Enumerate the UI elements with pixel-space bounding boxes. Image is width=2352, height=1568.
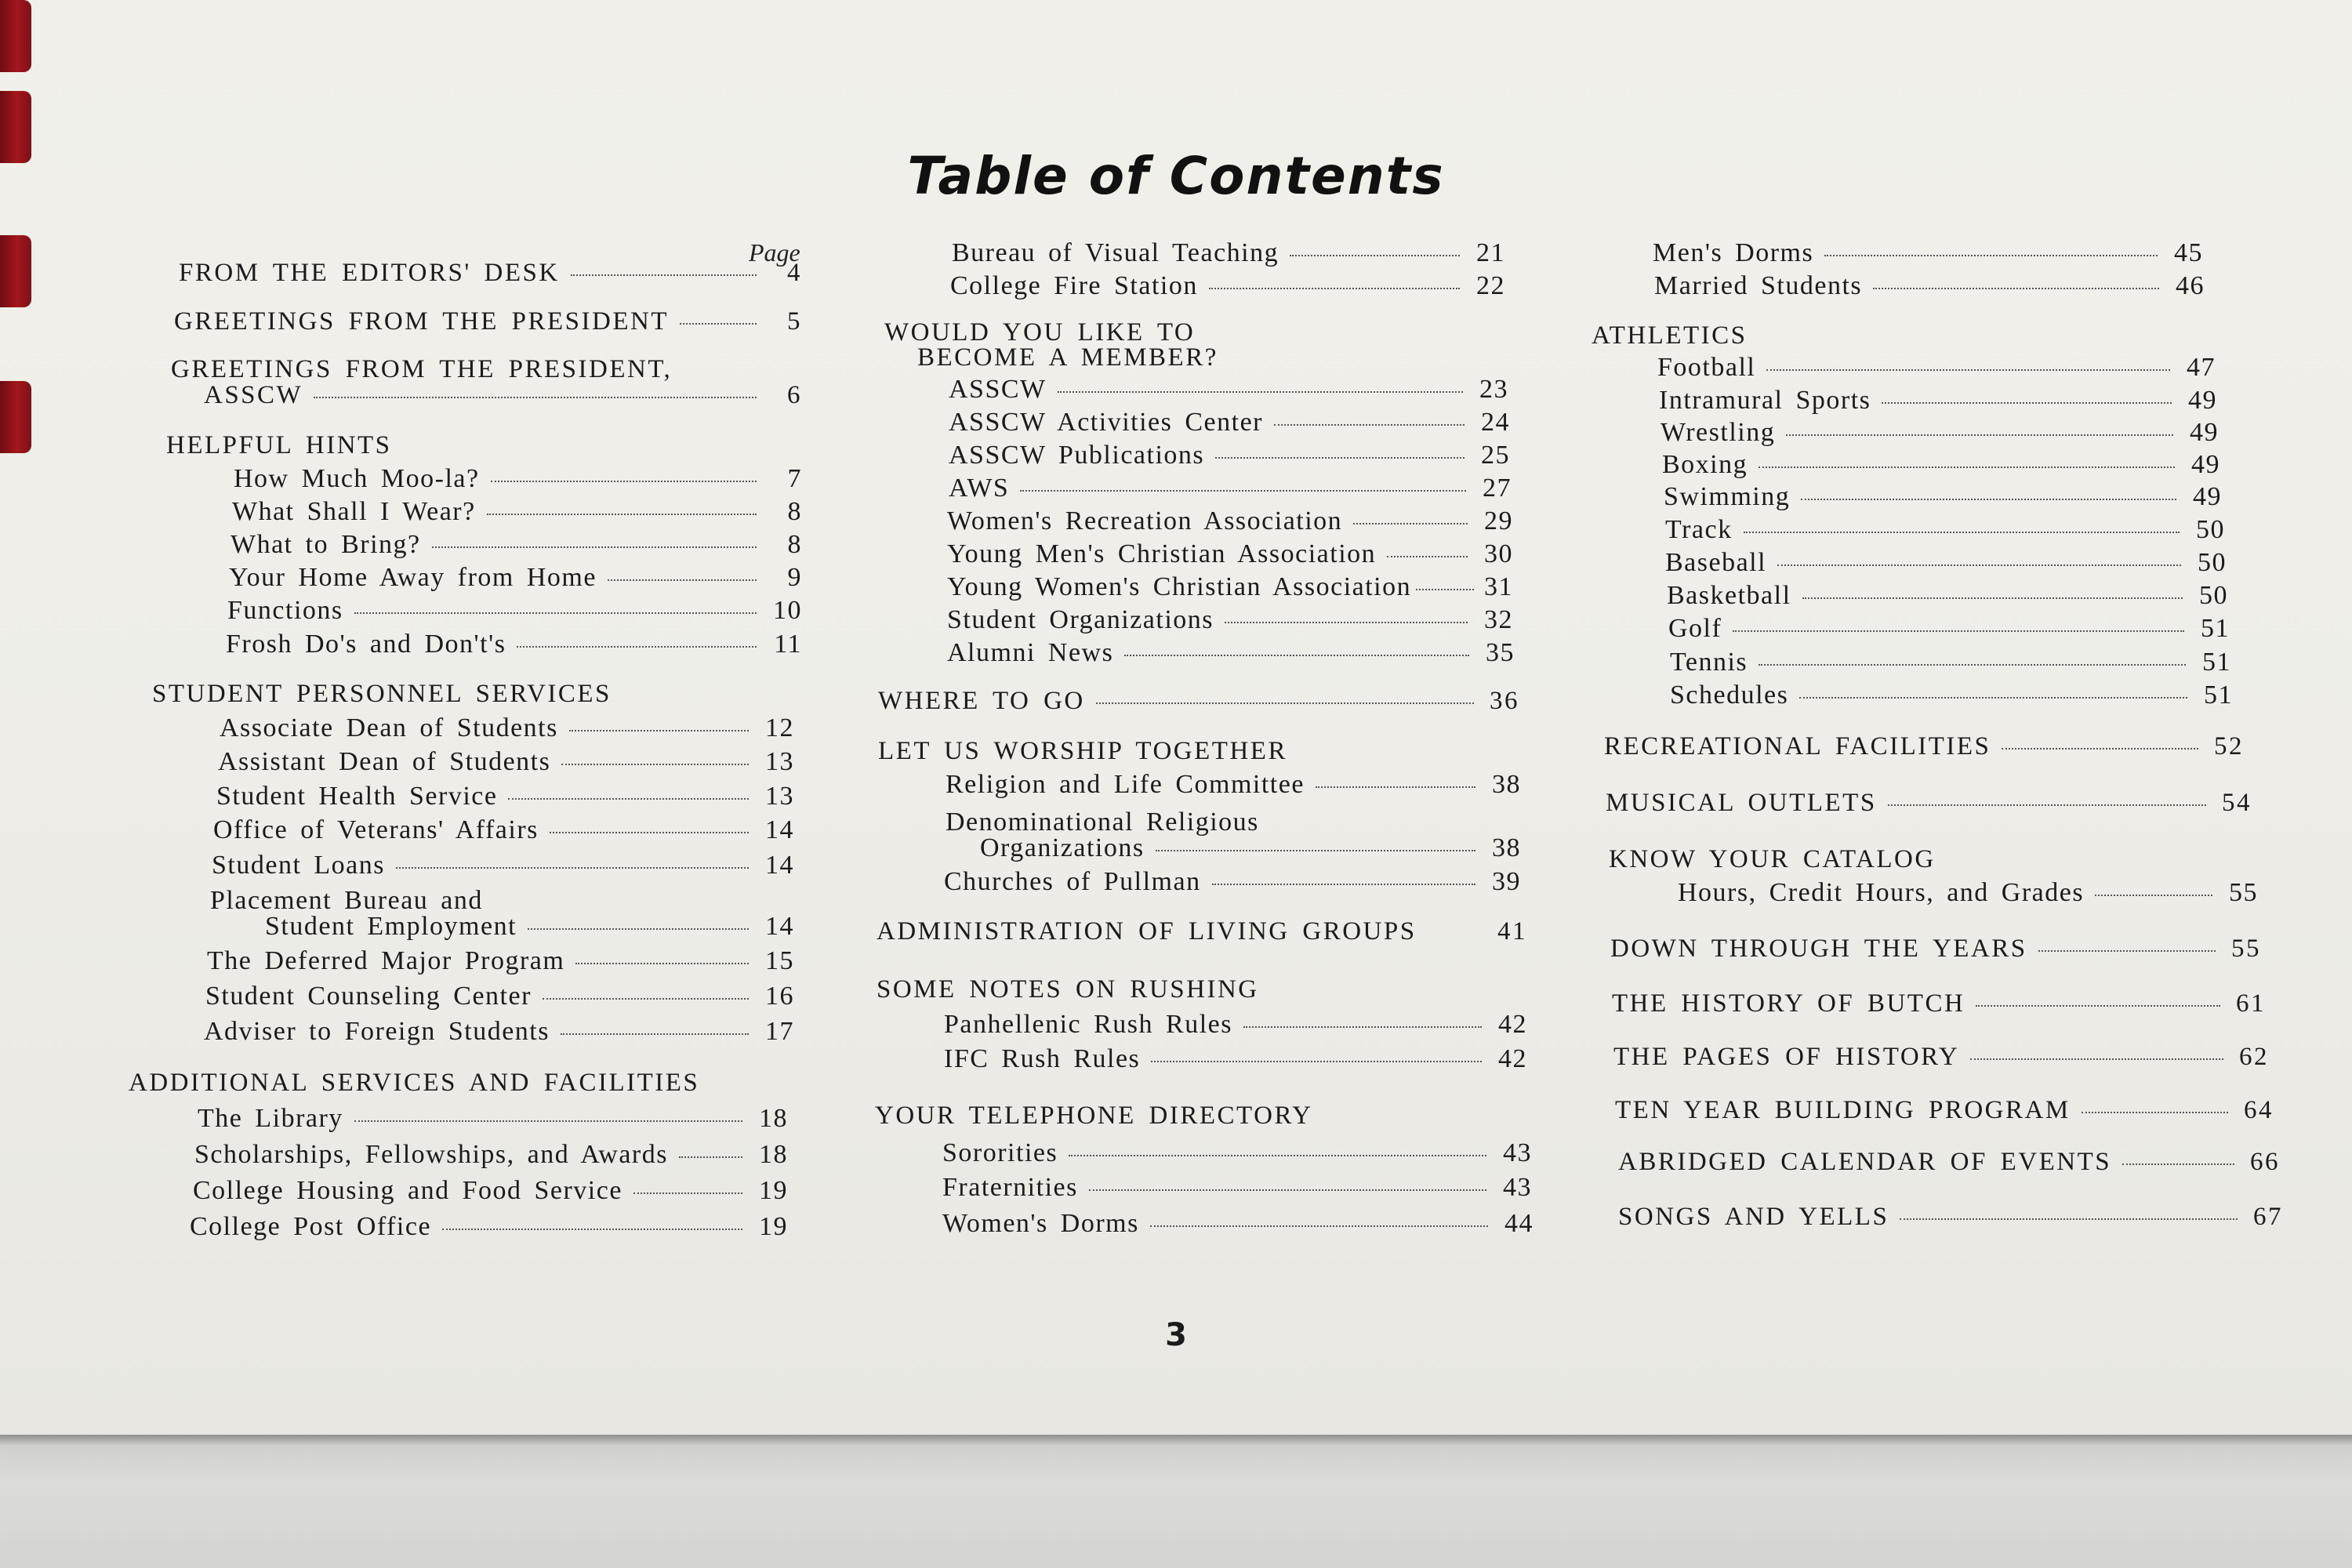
dot-leader [1766, 368, 2170, 371]
toc-entry-page: 50 [2199, 581, 2228, 610]
toc-entry-denominational[interactable] [980, 833, 1521, 868]
toc-entry-page: 18 [759, 1140, 788, 1169]
toc-entry-recreational[interactable] [1604, 732, 2244, 767]
toc-entry-label: Women's Dorms [942, 1209, 1139, 1238]
toc-entry-page: 45 [2174, 238, 2203, 267]
toc-entry-page: 8 [787, 530, 802, 559]
toc-entry-editors-desk[interactable] [179, 259, 802, 293]
toc-entry-health[interactable] [216, 782, 794, 816]
dot-leader [1096, 702, 1474, 704]
toc-entry-wrestling[interactable] [1661, 418, 2219, 452]
toc-entry-scholarships[interactable] [194, 1140, 788, 1174]
toc-entry-label: ASSCW [949, 375, 1047, 404]
toc-entry-page: 42 [1498, 1010, 1527, 1039]
dot-leader [543, 997, 749, 1000]
toc-entry-organizations[interactable] [947, 605, 1513, 640]
dot-leader [1316, 786, 1475, 788]
toc-heading-member: WOULD YOU LIKE TO [884, 318, 1196, 347]
dot-leader [1416, 588, 1474, 590]
toc-entry-alumni[interactable] [947, 638, 1515, 673]
toc-entry-label: Panhellenic Rush Rules [944, 1010, 1232, 1039]
toc-entry-page: 11 [774, 630, 802, 659]
toc-entry-page: 39 [1492, 867, 1521, 896]
toc-entry-post-office[interactable] [190, 1212, 788, 1247]
toc-entry-page: 7 [787, 464, 802, 493]
toc-entry-label: THE PAGES OF HISTORY [1613, 1043, 1960, 1071]
toc-entry-page: 51 [2201, 614, 2230, 643]
dot-leader [1888, 804, 2206, 806]
toc-entry-page: 55 [2231, 935, 2261, 963]
toc-entry-label: Office of Veterans' Affairs [213, 815, 539, 844]
toc-entry-label: Football [1657, 353, 1756, 382]
dot-leader [1290, 254, 1460, 256]
toc-entry-page: 54 [2222, 789, 2252, 817]
dot-leader [517, 645, 757, 648]
toc-entry-label: ABRIDGED CALENDAR OF EVENTS [1618, 1148, 2112, 1176]
page-underneath [0, 1435, 2352, 1568]
toc-entry-churches[interactable] [944, 867, 1521, 902]
dot-leader [2038, 949, 2216, 952]
toc-entry-fraternities[interactable] [942, 1173, 1532, 1207]
dot-leader [1156, 849, 1475, 851]
dot-leader [1801, 498, 2176, 500]
toc-entry-football[interactable] [1657, 353, 2216, 387]
toc-entry-swimming[interactable] [1664, 482, 2222, 517]
dot-leader [1124, 654, 1469, 656]
dot-leader [2122, 1163, 2234, 1165]
toc-entry-label: Organizations [980, 833, 1145, 862]
toc-entry-schedules[interactable] [1670, 681, 2233, 715]
toc-entry-track[interactable] [1665, 515, 2225, 550]
toc-entry-label: Boxing [1662, 450, 1748, 479]
toc-entry-page: 43 [1503, 1173, 1532, 1202]
toc-entry-page: 32 [1484, 605, 1513, 634]
toc-entry-label: Student Counseling Center [205, 982, 532, 1011]
toc-entry-label: TEN YEAR BUILDING PROGRAM [1615, 1096, 2071, 1124]
toc-entry-page: 43 [1503, 1138, 1532, 1167]
toc-entry-activities-center[interactable] [949, 408, 1510, 442]
toc-entry-label: ASSCW [204, 381, 303, 409]
toc-entry-label: Basketball [1667, 581, 1791, 610]
toc-entry-library[interactable] [198, 1104, 788, 1138]
dot-leader [487, 513, 757, 515]
toc-entry-label: What Shall I Wear? [232, 497, 476, 526]
dot-leader [1786, 434, 2173, 436]
dot-leader [1243, 1025, 1482, 1028]
toc-entry-sororities[interactable] [942, 1138, 1532, 1173]
dot-leader [571, 274, 757, 276]
toc-heading-catalog: KNOW YOUR CATALOG [1609, 845, 1936, 873]
toc-entry-label: FROM THE EDITORS' DESK [179, 259, 560, 287]
toc-entry-label: Alumni News [947, 638, 1114, 667]
toc-entry-page: 62 [2239, 1043, 2269, 1071]
toc-entry-label: IFC Rush Rules [944, 1044, 1141, 1073]
dot-leader [550, 831, 749, 833]
toc-entry-page: 38 [1492, 833, 1521, 862]
toc-heading-placement[interactable]: Placement Bureau and [210, 886, 483, 915]
toc-entry-page: 14 [765, 912, 794, 941]
toc-entry-butch[interactable] [1612, 989, 2266, 1024]
toc-entry-building[interactable] [1615, 1096, 2274, 1131]
dot-leader [633, 1192, 742, 1194]
toc-entry-panhellenic[interactable] [944, 1010, 1527, 1044]
toc-entry-label: ASSCW Publications [949, 441, 1205, 470]
toc-entry-wra[interactable] [947, 506, 1513, 541]
toc-entry-label: Adviser to Foreign Students [204, 1017, 550, 1046]
dot-leader [1777, 564, 2181, 566]
toc-entry-deferred[interactable] [207, 946, 794, 981]
toc-entry-page: 21 [1476, 238, 1505, 267]
toc-entry-page: 5 [787, 307, 802, 336]
dot-leader [354, 612, 757, 614]
toc-entry-living-groups[interactable] [877, 917, 1527, 952]
toc-entry-page: 50 [2196, 515, 2225, 544]
toc-entry-label: MUSICAL OUTLETS [1606, 789, 1877, 817]
toc-entry-label: Fraternities [942, 1173, 1078, 1202]
toc-entry-asscw[interactable] [949, 375, 1508, 409]
dot-leader [1759, 663, 2186, 666]
page-column-header: Page [749, 238, 800, 267]
toc-entry-womens-dorms[interactable] [942, 1209, 1534, 1243]
dot-leader [1420, 934, 1490, 935]
toc-entry-label: College Post Office [190, 1212, 432, 1241]
toc-entry-label: College Housing and Food Service [193, 1176, 622, 1205]
toc-heading-member-2: BECOME A MEMBER? [917, 343, 1218, 372]
toc-entry-functions[interactable] [227, 596, 802, 630]
toc-entry-label: Tennis [1670, 648, 1748, 677]
toc-entry-label: Student Loans [212, 851, 385, 880]
toc-entry-page: 16 [765, 982, 794, 1011]
toc-entry-home-away[interactable] [229, 563, 802, 597]
toc-entry-ymca[interactable] [947, 539, 1513, 574]
toc-entry-page: 41 [1497, 917, 1527, 946]
toc-entry-label: ASSCW Activities Center [949, 408, 1263, 437]
toc-entry-label: College Fire Station [950, 271, 1198, 300]
dot-leader [396, 866, 749, 869]
toc-entry-page: 12 [765, 713, 794, 742]
toc-entry-label: Associate Dean of Students [220, 713, 558, 742]
toc-entry-housing[interactable] [193, 1176, 788, 1210]
dot-leader [1976, 1004, 2220, 1007]
dot-leader [1089, 1189, 1486, 1191]
toc-entry-page: 18 [759, 1104, 788, 1133]
toc-entry-label: Frosh Do's and Don't's [226, 630, 506, 659]
toc-heading-athletics: ATHLETICS [1592, 321, 1748, 350]
dot-leader [1215, 456, 1465, 459]
toc-entry-label: The Library [198, 1104, 343, 1133]
toc-entry-label: Intramural Sports [1659, 386, 1871, 415]
binding-ring [0, 235, 31, 307]
toc-entry-page: 14 [765, 851, 794, 880]
toc-entry-page: 46 [2176, 271, 2205, 300]
dot-leader [528, 927, 749, 930]
toc-entry-foreign[interactable] [204, 1017, 794, 1051]
toc-entry-label: THE HISTORY OF BUTCH [1612, 989, 1965, 1018]
toc-entry-loans[interactable] [212, 851, 794, 885]
dot-leader [508, 797, 749, 800]
toc-entry-label: Student Employment [265, 912, 517, 941]
toc-entry-page: 4 [787, 259, 802, 287]
toc-entry-tennis[interactable] [1670, 648, 2231, 682]
toc-entry-page: 42 [1498, 1044, 1527, 1073]
toc-entry-label: Churches of Pullman [944, 867, 1201, 896]
toc-entry-page: 36 [1490, 687, 1519, 715]
dot-leader [680, 322, 757, 325]
toc-entry-page: 24 [1481, 408, 1510, 437]
toc-entry-page: 51 [2204, 681, 2233, 710]
dot-leader [575, 962, 749, 964]
toc-entry-page: 25 [1481, 441, 1510, 470]
toc-heading-rushing: SOME NOTES ON RUSHING [877, 975, 1259, 1004]
dot-leader [1733, 630, 2184, 632]
dot-leader [1274, 423, 1465, 426]
dot-leader [1799, 696, 2187, 699]
toc-entry-page: 52 [2214, 732, 2244, 760]
toc-entry-page: 49 [2191, 450, 2220, 479]
dot-leader [561, 763, 749, 765]
dot-leader [1900, 1218, 2238, 1220]
toc-entry-page: 14 [765, 815, 794, 844]
toc-entry-page: 8 [787, 497, 802, 526]
toc-entry-label: DOWN THROUGH THE YEARS [1610, 935, 2027, 963]
toc-heading-additional: ADDITIONAL SERVICES AND FACILITIES [129, 1069, 700, 1097]
toc-entry-page: 15 [765, 946, 794, 975]
toc-entry-label: Functions [227, 596, 343, 625]
toc-entry-label: Schedules [1670, 681, 1789, 710]
toc-entry-label: AWS [949, 474, 1010, 503]
toc-entry-hours[interactable] [1678, 878, 2258, 913]
toc-entry-page: 49 [2193, 482, 2222, 511]
toc-entry-musical[interactable] [1606, 789, 2252, 823]
toc-entry-label: Student Health Service [216, 782, 498, 811]
toc-entry-label: Track [1665, 515, 1733, 544]
toc-entry-assistant-dean[interactable] [218, 747, 794, 782]
toc-entry-label: Student Organizations [947, 605, 1214, 634]
toc-entry-page: 31 [1484, 572, 1513, 601]
dot-leader [2095, 894, 2212, 896]
toc-entry-veterans[interactable] [213, 815, 794, 850]
toc-entry-label: RECREATIONAL FACILITIES [1604, 732, 1991, 760]
toc-entry-page: 29 [1484, 506, 1513, 535]
toc-entry-calendar[interactable] [1618, 1148, 2280, 1182]
toc-entry-fire-station[interactable] [950, 271, 1505, 306]
toc-entry-label: Young Men's Christian Association [947, 539, 1377, 568]
toc-entry-associate-dean[interactable] [220, 713, 794, 748]
toc-entry-label: Scholarships, Fellowships, and Awards [194, 1140, 668, 1169]
dot-leader [1353, 522, 1468, 524]
toc-entry-page: 23 [1479, 375, 1508, 404]
binding-ring [0, 0, 31, 72]
toc-heading-helpful-hints: HELPFUL HINTS [166, 431, 392, 459]
page-title: Table of Contents [907, 146, 1445, 206]
dot-leader [314, 396, 757, 398]
toc-entry-married[interactable] [1654, 271, 2205, 306]
toc-entry-boxing[interactable] [1662, 450, 2220, 485]
toc-entry-label: WHERE TO GO [878, 687, 1085, 715]
toc-heading-telephone: YOUR TELEPHONE DIRECTORY [875, 1102, 1313, 1130]
toc-entry-page: 35 [1486, 638, 1515, 667]
toc-entry-page: 55 [2229, 878, 2258, 907]
dot-leader [1882, 401, 2172, 404]
toc-entry-intramural[interactable] [1659, 386, 2217, 420]
toc-entry-frosh[interactable] [226, 630, 802, 664]
dot-leader [2082, 1111, 2228, 1113]
toc-entry-greetings-president[interactable] [174, 307, 802, 342]
dot-leader [679, 1156, 742, 1158]
toc-entry-counseling[interactable] [205, 982, 794, 1016]
toc-entry-basketball[interactable] [1667, 581, 2228, 615]
toc-entry-ifc[interactable] [944, 1044, 1527, 1079]
toc-entry-label: Golf [1668, 614, 1722, 643]
page-number: 3 [1165, 1317, 1187, 1353]
toc-entry-page: 19 [759, 1176, 788, 1205]
toc-entry-label: Swimming [1664, 482, 1791, 511]
toc-entry-songs[interactable] [1618, 1203, 2283, 1237]
toc-entry-moola[interactable] [234, 464, 802, 499]
toc-entry-page: 10 [773, 596, 802, 625]
dot-leader [1225, 621, 1468, 623]
toc-entry-page: 49 [2188, 386, 2217, 415]
toc-entry-label: What to Bring? [230, 530, 421, 559]
toc-entry-religion[interactable] [946, 770, 1521, 804]
dot-leader [1212, 883, 1475, 885]
toc-heading-greetings-president-asscw[interactable]: GREETINGS FROM THE PRESIDENT, [171, 355, 673, 383]
toc-entry-label: Married Students [1654, 271, 1863, 300]
toc-entry-label: Baseball [1665, 548, 1767, 577]
toc-entry-page: 30 [1484, 539, 1513, 568]
toc-entry-page: 67 [2253, 1203, 2283, 1231]
dot-leader [442, 1228, 742, 1230]
dot-leader [1069, 1154, 1486, 1156]
toc-entry-pages-history[interactable] [1613, 1043, 2269, 1077]
toc-entry-label: Men's Dorms [1653, 238, 1814, 267]
toc-entry-label: Wrestling [1661, 418, 1776, 447]
toc-entry-page: 22 [1476, 271, 1505, 300]
toc-entry-page: 61 [2236, 989, 2266, 1018]
dot-leader [1759, 466, 2175, 468]
dot-leader [1802, 597, 2183, 599]
dot-leader [1209, 287, 1460, 289]
dot-leader [608, 579, 757, 581]
dot-leader [432, 546, 757, 548]
dot-leader [1151, 1060, 1482, 1062]
toc-entry-visual-teaching[interactable] [952, 238, 1505, 273]
toc-entry-page: 19 [759, 1212, 788, 1241]
toc-entry-page: 44 [1504, 1209, 1534, 1238]
toc-entry-placement[interactable] [265, 912, 794, 946]
dot-leader [1387, 555, 1468, 557]
toc-entry-label: The Deferred Major Program [207, 946, 565, 975]
toc-entry-label: Your Home Away from Home [229, 563, 597, 592]
toc-entry-label: Women's Recreation Association [947, 506, 1343, 535]
toc-entry-page: 47 [2187, 353, 2216, 382]
toc-entry-page: 9 [787, 563, 802, 592]
toc-entry-wear[interactable] [232, 497, 802, 532]
toc-entry-aws[interactable] [949, 474, 1512, 508]
toc-entry-label: GREETINGS FROM THE PRESIDENT [174, 307, 670, 336]
toc-entry-page: 17 [765, 1017, 794, 1046]
toc-entry-mens-dorms[interactable] [1653, 238, 2203, 273]
toc-entry-where-to-go[interactable] [878, 687, 1519, 721]
toc-entry-golf[interactable] [1668, 614, 2230, 648]
dot-leader [1970, 1058, 2223, 1060]
toc-entry-baseball[interactable] [1665, 548, 2227, 583]
toc-heading-student-personnel: STUDENT PERSONNEL SERVICES [152, 680, 612, 708]
dot-leader [1058, 390, 1463, 393]
toc-entry-label: Bureau of Visual Teaching [952, 238, 1279, 267]
toc-entry-label: Sororities [942, 1138, 1058, 1167]
toc-entry-label: Assistant Dean of Students [218, 747, 551, 776]
dot-leader [1824, 254, 2158, 256]
toc-entry-publications[interactable] [949, 441, 1510, 475]
toc-entry-page: 38 [1492, 770, 1521, 799]
toc-entry-page: 66 [2250, 1148, 2280, 1176]
toc-entry-page: 27 [1483, 474, 1512, 503]
toc-entry-bring[interactable] [230, 530, 802, 564]
dot-leader [569, 729, 749, 731]
toc-entry-page: 13 [765, 782, 794, 811]
dot-leader [561, 1033, 749, 1035]
dot-leader [1020, 489, 1466, 492]
toc-heading-worship: LET US WORSHIP TOGETHER [878, 737, 1287, 765]
toc-entry-greetings-president-asscw[interactable] [204, 381, 802, 416]
toc-entry-page: 51 [2202, 648, 2231, 677]
toc-entry-label: Hours, Credit Hours, and Grades [1678, 878, 2085, 907]
dot-leader [354, 1120, 742, 1122]
toc-entry-label: ADMINISTRATION OF LIVING GROUPS [877, 917, 1417, 946]
toc-entry-page: 49 [2190, 418, 2219, 447]
toc-entry-label: Religion and Life Committee [946, 770, 1305, 799]
dot-leader [491, 480, 757, 482]
dot-leader [1873, 287, 2159, 289]
toc-entry-page: 13 [765, 747, 794, 776]
toc-entry-page: 64 [2244, 1096, 2274, 1124]
binding-ring [0, 381, 31, 453]
toc-entry-label: Young Women's Christian Association [947, 572, 1412, 601]
toc-entry-label: How Much Moo-la? [234, 464, 480, 493]
toc-entry-years[interactable] [1610, 935, 2261, 969]
dot-leader [2002, 747, 2198, 750]
dot-leader [1744, 531, 2180, 533]
toc-entry-page: 50 [2198, 548, 2227, 577]
toc-heading-denominational[interactable]: Denominational Religious [946, 808, 1259, 837]
toc-entry-page: 6 [787, 381, 802, 409]
toc-entry-label: SONGS AND YELLS [1618, 1203, 1889, 1231]
dot-leader [1150, 1225, 1488, 1227]
toc-entry-ywca[interactable] [947, 572, 1513, 607]
